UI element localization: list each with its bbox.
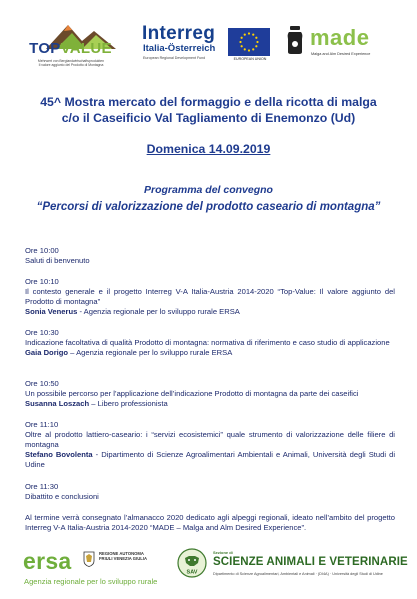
event-title: 45^ Mostra mercato del formaggio e della ricotta di malga — [40, 95, 377, 109]
programme-heading: Programma del convegno — [144, 184, 273, 196]
made-milk-jar-icon — [285, 25, 305, 55]
ersa-logo: ersa — [23, 548, 72, 574]
programme-topic: Dibattito e conclusioni — [25, 492, 99, 501]
eu-star-icon — [244, 48, 246, 50]
programme-topic: Oltre al prodotto lattiero-caseario: i “servizi ecosistemici” quale strumento di valorizzazione delle filiere di montagna — [25, 430, 395, 449]
programme-time: Ore 10:10 — [25, 277, 59, 286]
speaker-affiliation: - Dipartimento di Scienze Agroalimentari Ambientali e Animali, Università degli Studi di Udine — [25, 450, 396, 469]
eu-star-icon — [255, 45, 257, 47]
eu-star-icon — [239, 41, 241, 43]
eu-star-icon — [241, 45, 243, 47]
eu-star-icon — [256, 41, 258, 43]
programme-time: Ore 11:30 — [25, 482, 59, 491]
speaker-affiliation: – Libero professionista — [89, 399, 168, 408]
eu-star-icon — [244, 34, 246, 36]
programme-speaker-line — [25, 348, 395, 358]
programme-topic: Indicazione facoltativa di qualità Prodotto di montagna: normativa di riferimento e caso studio di applicazione — [25, 338, 390, 347]
programme-time: Ore 10:30 — [25, 328, 59, 337]
programme-topic: Saluti di benvenuto — [25, 256, 90, 265]
programme-speaker-line — [25, 399, 395, 409]
programme-item — [25, 482, 395, 502]
programme-time: Ore 10:50 — [25, 379, 59, 388]
programme-item — [25, 379, 395, 409]
made-logo: made — [310, 25, 370, 50]
conference-title: “Percorsi di valorizzazione del prodotto caseario di montagna” — [36, 201, 381, 213]
eu-flag-icon — [228, 28, 270, 56]
eu-star-icon — [252, 34, 254, 36]
interreg-subtitle: Italia-Österreich — [143, 43, 216, 54]
programme-time: Ore 11:10 — [25, 420, 59, 429]
eu-star-icon — [248, 49, 250, 51]
speaker-affiliation: – Agenzia regionale per lo sviluppo rurale ERSA — [68, 348, 233, 357]
programme-item — [25, 328, 395, 358]
ersa-subtitle: Agenzia regionale per lo sviluppo rurale — [24, 577, 158, 586]
programme-item — [25, 420, 395, 470]
topvalue-logo: TOPVALUE — [29, 40, 112, 57]
event-location: c/o il Caseificio Val Tagliamento di Enemonzo (Ud) — [61, 111, 356, 125]
eu-star-icon — [255, 37, 257, 39]
programme-time: Ore 10:00 — [25, 246, 59, 255]
speaker-name: Susanna Loszach — [25, 399, 90, 408]
ssa-logo: SCIENZE ANIMALI E VETERINARIE — [213, 556, 408, 568]
ssa-prefix: Sezione di — [213, 550, 233, 555]
event-date: Domenica 14.09.2019 — [146, 142, 271, 156]
sav-cow-logo-icon — [176, 548, 208, 578]
sav-label: SAV — [186, 569, 198, 576]
speaker-name: Stefano Bovolenta — [25, 450, 93, 459]
speaker-name: Sonia Venerus — [25, 307, 78, 316]
speaker-name: Gaia Dorigo — [25, 348, 69, 357]
closing-note: Al termine verrà consegnato l’almanacco 2020 dedicato agli alpeggi regionali, ideato nell’ambito del progetto Interreg V-A Italia-Austria 2014-2020 “MADE – Malga and Alm Desired Experience”. — [25, 513, 395, 532]
fvg-region-label: REGIONE AUTONOMA FRIULI VENEZIA GIULIA — [99, 551, 148, 562]
programme-topic: Un possibile percorso per l’applicazione dell’indicazione Prodotto di montagna da parte dei caseifici — [25, 389, 359, 398]
topvalue-tagline: Mehrwert von Berglandwirtschaftsprodukten Il valore aggiunto del Prodotto di Montagna — [37, 59, 105, 68]
eu-star-icon — [252, 48, 254, 50]
eu-star-icon — [248, 32, 250, 34]
programme-speaker-line — [25, 307, 395, 317]
programme-item — [25, 277, 395, 317]
fvg-coat-of-arms-icon — [83, 551, 95, 567]
eu-label: EUROPEAN UNION — [233, 57, 267, 61]
programme-item — [25, 246, 395, 266]
programme-speaker-line — [25, 450, 395, 470]
speaker-affiliation: - Agenzia regionale per lo sviluppo rurale ERSA — [77, 307, 240, 316]
interreg-fund-label: European Regional Development Fund — [143, 56, 206, 60]
ssa-subtitle: Dipartimento di Scienze Agroalimentari, Ambientali e Animali · (DI4A) · Università degli Studi di Udine — [213, 572, 383, 576]
eu-star-icon — [241, 37, 243, 39]
programme-topic: Il contesto generale e il progetto Interreg V-A Italia-Austria 2014-2020 “Top-Value: Il valore aggiunto del Prodotto di montagna” — [25, 287, 395, 306]
interreg-logo: Interreg — [142, 23, 216, 44]
made-subtitle: Malga and Alm Desired Experience — [311, 52, 371, 56]
